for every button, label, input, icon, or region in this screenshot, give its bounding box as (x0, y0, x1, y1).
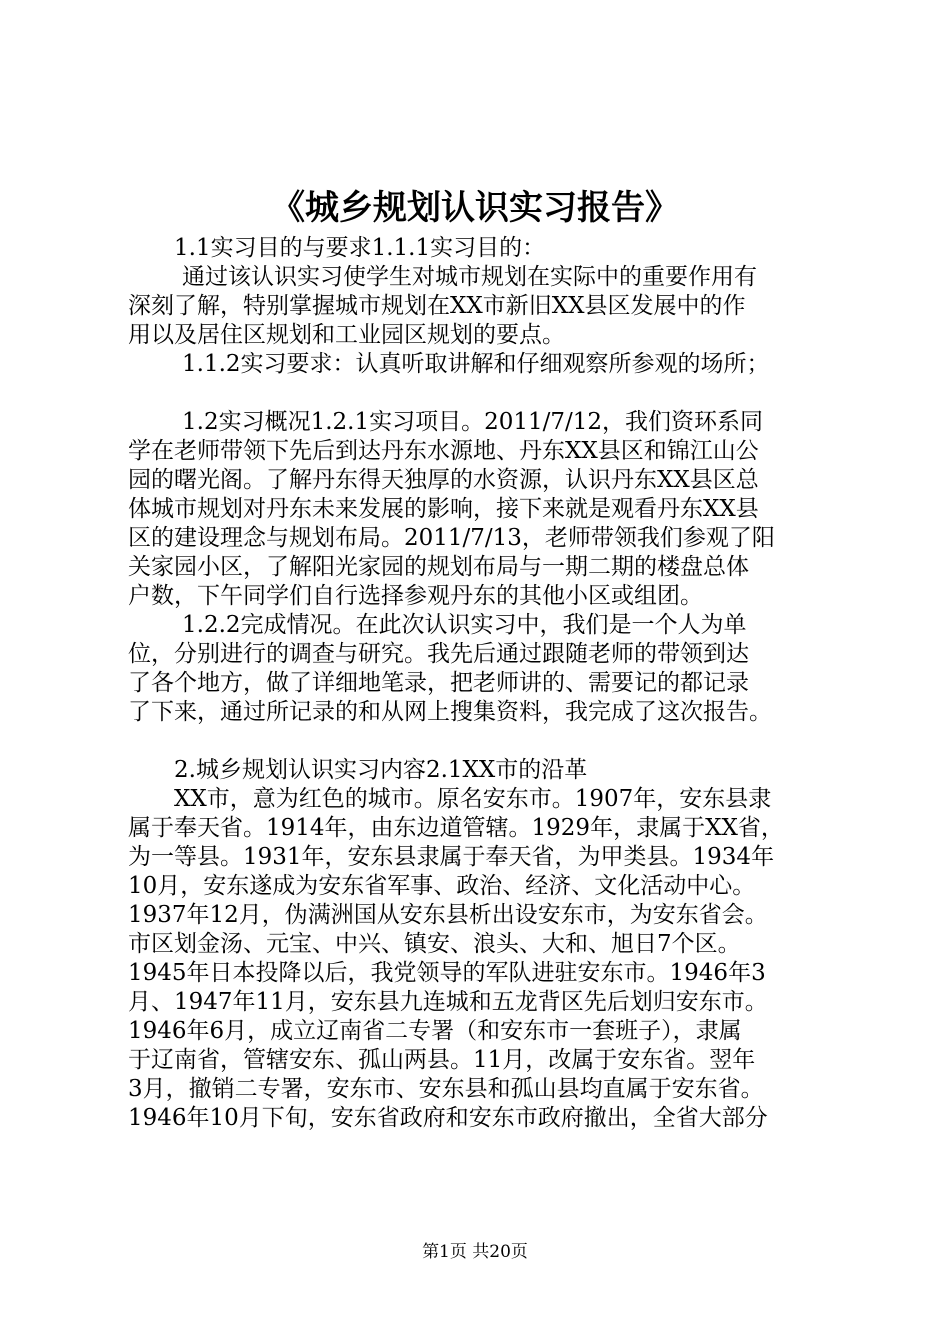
document-body (128, 234, 840, 1133)
text-line: 了下来，通过所记录的和从网上搜集资料，我完成了这次报告。 (128, 699, 772, 725)
text-line: 1937年12月，伪满洲国从安东县析出设安东市，为安东省会。 (128, 902, 768, 928)
paragraph-gap (128, 727, 840, 756)
text-line: 2.城乡规划认识实习内容2.1XX市的沿革 (174, 757, 588, 783)
text-line: 区的建设理念与规划布局。2011/7/13，老师带领我们参观了阳 (128, 525, 775, 551)
text-line: 3月，撤销二专署，安东市、安东县和孤山县均直属于安东省。 (128, 1076, 764, 1102)
text-line: 园的曙光阁。了解丹东得天独厚的水资源，认识丹东XX县区总 (128, 467, 759, 493)
text-line: 关家园小区，了解阳光家园的规划布局与一期二期的楼盘总体 (128, 554, 749, 580)
text-line: 为一等县。1931年，安东县隶属于奉天省，为甲类县。1934年 (128, 844, 775, 870)
document-title: 《城乡规划认识实习报告》 (271, 188, 679, 228)
text-line: 用以及居住区规划和工业园区规划的要点。 (128, 322, 565, 348)
text-line: 10月，安东遂成为安东省军事、政治、经济、文化活动中心。 (128, 873, 756, 899)
text-line: 1.1实习目的与要求1.1.1实习目的： (174, 235, 546, 261)
text-line: 1946年10月下旬，安东省政府和安东市政府撤出，全省大部分 (128, 1105, 768, 1131)
text-line: 体城市规划对丹东未来发展的影响，接下来就是观看丹东XX县 (128, 496, 759, 522)
text-line: 学在老师带领下先后到达丹东水源地、丹东XX县区和锦江山公 (128, 438, 759, 464)
text-line: 1.1.2实习要求：认真听取讲解和仔细观察所参观的场所； (182, 351, 770, 377)
text-line: 1.2.2完成情况。在此次认识实习中，我们是一个人为单 (182, 612, 747, 638)
text-line: 户数，下午同学们自行选择参观丹东的其他小区或组团。 (128, 583, 703, 609)
text-line: 市区划金汤、元宝、中兴、镇安、浪头、大和、旭日7个区。 (128, 931, 741, 957)
text-line: 1945年日本投降以后，我党领导的军队进驻安东市。1946年3 (128, 960, 766, 986)
text-line: 于辽南省，管辖安东、孤山两县。11月，改属于安东省。翌年 (128, 1047, 756, 1073)
text-line: 月、1947年11月，安东县九连城和五龙背区先后划归安东市。 (128, 989, 768, 1015)
page-number: 第1页 共20页 (422, 1242, 528, 1262)
text-line: 通过该认识实习使学生对城市规划在实际中的重要作用有 (182, 264, 757, 290)
text-line: 1.2实习概况1.2.1实习项目。2011/7/12，我们资环系同 (182, 409, 764, 435)
text-line: 1946年6月，成立辽南省二专署（和安东市一套班子），隶属 (128, 1018, 742, 1044)
paragraph-gap (128, 379, 840, 408)
text-line: 深刻了解，特别掌握城市规划在XX市新旧XX县区发展中的作 (128, 293, 746, 319)
text-line: XX市，意为红色的城市。原名安东市。1907年，安东县隶 (174, 786, 772, 812)
text-line: 属于奉天省。1914年，由东边道管辖。1929年，隶属于XX省， (128, 815, 784, 841)
text-line: 了各个地方，做了详细地笔录，把老师讲的、需要记的都记录 (128, 670, 749, 696)
text-line: 位，分别进行的调查与研究。我先后通过跟随老师的带领到达 (128, 641, 749, 667)
